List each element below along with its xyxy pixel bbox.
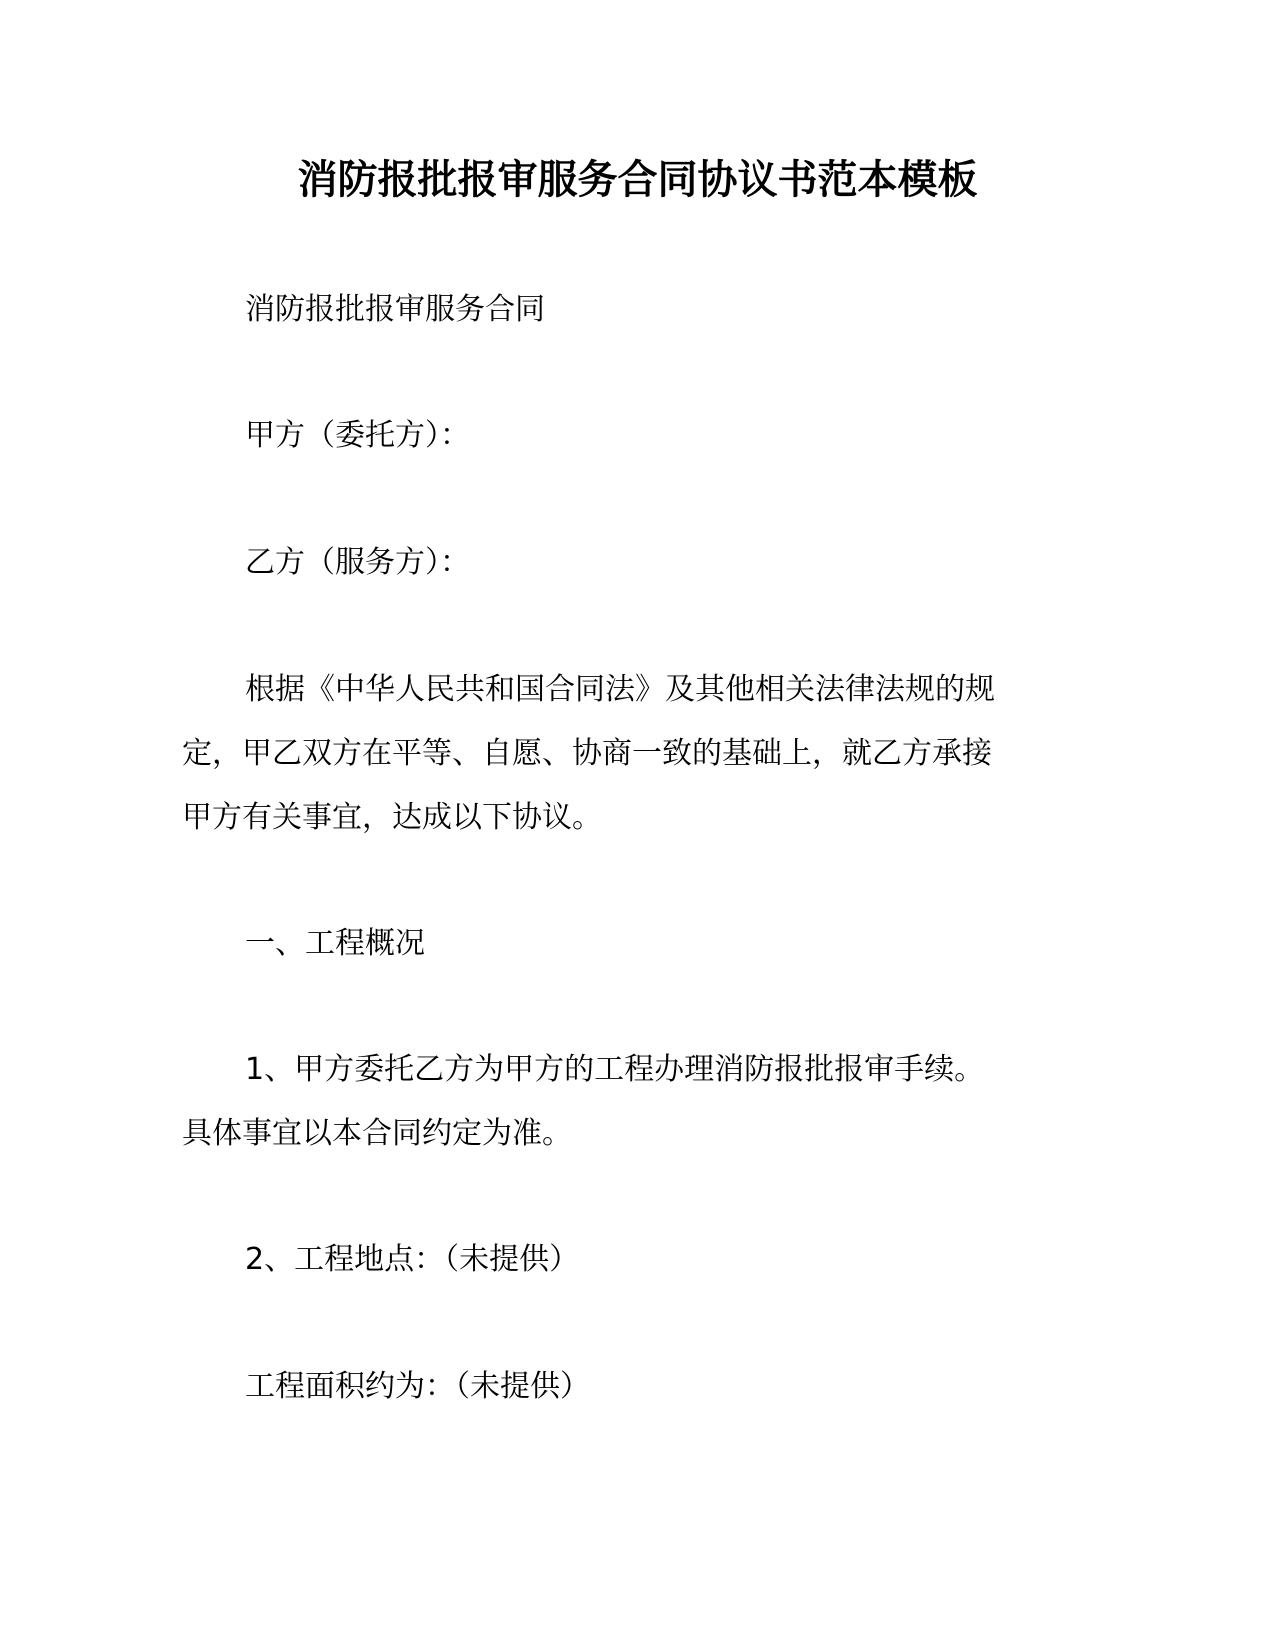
section-1-heading: 一、工程概况 — [245, 926, 425, 961]
item-2-paragraph: 2、工程地点：（未提供） — [245, 1242, 580, 1277]
item-1-line-1: 1、甲方委托乙方为甲方的工程办理消防报批报审手续。 — [245, 1052, 985, 1087]
party-b-paragraph: 乙方（服务方）： — [245, 545, 470, 580]
item-1-paragraph — [182, 1038, 1082, 1166]
preamble-paragraph — [182, 658, 1082, 850]
document-title: 消防报批报审服务合同协议书范本模板 — [297, 156, 978, 203]
party-a-paragraph: 甲方（委托方）： — [245, 418, 470, 453]
preamble-line-2: 定，甲乙双方在平等、自愿、协商一致的基础上，就乙方承接 — [182, 736, 992, 771]
contract-name-paragraph: 消防报批报审服务合同 — [245, 292, 545, 327]
preamble-line-3: 甲方有关事宜，达成以下协议。 — [182, 800, 602, 835]
area-paragraph: 工程面积约为：（未提供） — [245, 1369, 590, 1404]
item-1-line-2: 具体事宜以本合同约定为准。 — [182, 1116, 572, 1151]
preamble-line-1: 根据《中华人民共和国合同法》及其他相关法律法规的规 — [245, 672, 995, 707]
